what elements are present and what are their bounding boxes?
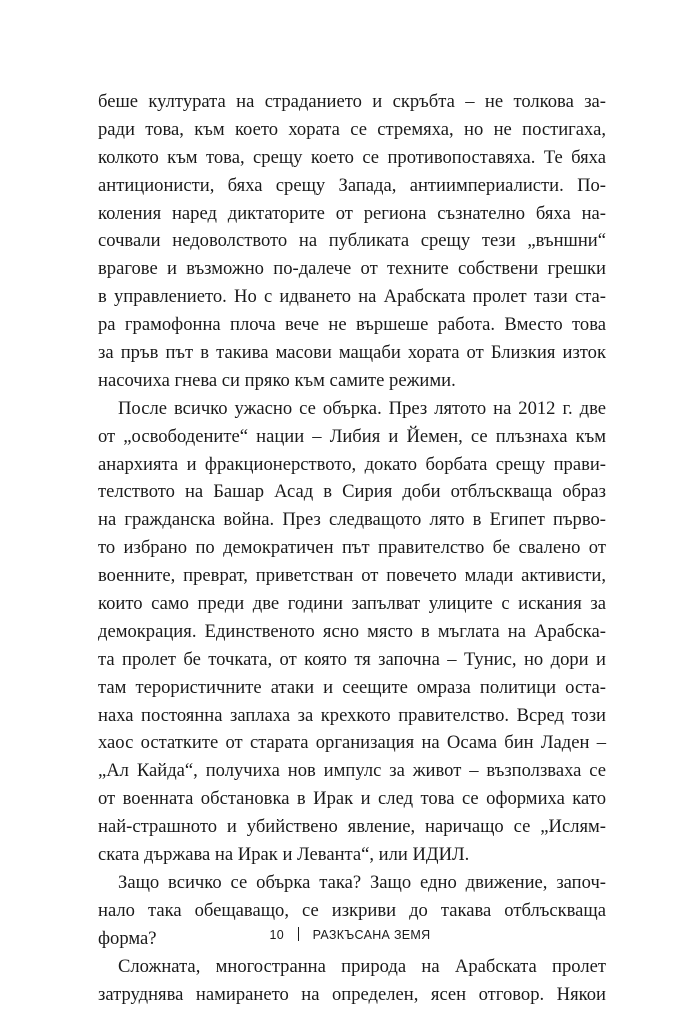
text-line: ската държава на Ирак и Леванта“, или ИДИЛ. — [98, 844, 470, 866]
text-line: най-страшното и убийствено явление, наричащо се „Ислям- — [98, 816, 606, 838]
text-line: „Ал Кайда“, получиха нов импулс за живот – възползваха се — [98, 760, 606, 782]
page-footer — [0, 927, 700, 942]
text-line: анархията и фракционерството, докато борбата срещу прави- — [98, 453, 606, 475]
text-line: наха постоянна заплаха за крехкото правителство. Всред този — [98, 704, 606, 726]
text-line: военните, преврат, приветстван от повечето млади активисти, — [98, 565, 606, 587]
footer-separator — [298, 927, 299, 941]
text-line: ра грамофонна плоча вече не вършеше работа. Вместо това — [98, 314, 606, 336]
text-line: Защо всичко се обърка така? Защо едно движение, започ- — [118, 871, 606, 893]
text-line: нало така обещаващо, се изкриви до такава отблъскваща — [98, 899, 606, 921]
text-line: от военната обстановка в Ирак и след това се оформиха като — [98, 788, 606, 810]
text-line: После всичко ужасно се обърка. През лятото на 2012 г. две — [118, 397, 606, 419]
text-line: там терористичните атаки и сеещите омраза политици оста- — [98, 676, 606, 698]
text-line: за пръв път в такива масови мащаби хората от Близкия изток — [98, 342, 606, 364]
text-line: беше културата на страданието и скръбта – не толкова за- — [98, 91, 606, 112]
text-line: врагове и възможно по-далече от техните собствени грешки — [98, 258, 606, 280]
text-line: та пролет бе точката, от която тя започна – Тунис, но дори и — [98, 648, 606, 670]
text-line: от „освободените“ нации – Либия и Йемен, се плъзнаха към — [98, 425, 606, 447]
text-line: форма? — [98, 927, 157, 949]
text-line: Сложната, многостранна природа на Арабската пролет — [118, 955, 606, 977]
text-line: ради това, към което хората се стремяха, но не постигаха, — [98, 118, 606, 140]
text-line: коления наред диктаторите от региона съзнателно бяха на- — [98, 202, 606, 224]
running-title: РАЗКЪСАНА ЗЕМЯ — [312, 928, 431, 942]
page-number: 10 — [269, 928, 285, 942]
text-line: сочвали недоволството на публиката срещу тези „външни“ — [98, 230, 606, 252]
body-text — [98, 88, 606, 1008]
text-line: демокрация. Единственото ясно място в мъглата на Арабска- — [98, 620, 606, 642]
text-line: които само преди две години запълват улиците с искания за — [98, 593, 606, 615]
text-line: колкото към това, срещу което се противопоставяха. Те бяха — [98, 146, 606, 168]
text-line: хаос остатките от старата организация на Осама бин Ладен – — [98, 732, 606, 754]
text-line: телството на Башар Асад в Сирия доби отблъскваща образ — [98, 481, 606, 503]
text-line: то избрано по демократичен път правителство бе свалено от — [98, 537, 606, 559]
text-line: на гражданска война. През следващото лято в Египет първо- — [98, 509, 606, 531]
text-line: антиционисти, бяха срещу Запада, антиимпериалисти. По- — [98, 174, 606, 196]
text-line: затруднява намирането на определен, ясен отговор. Някои — [98, 983, 606, 1005]
text-line: насочиха гнева си пряко към самите режими. — [98, 369, 456, 391]
text-line: в управлението. Но с идването на Арабската пролет тази ста- — [98, 286, 606, 308]
